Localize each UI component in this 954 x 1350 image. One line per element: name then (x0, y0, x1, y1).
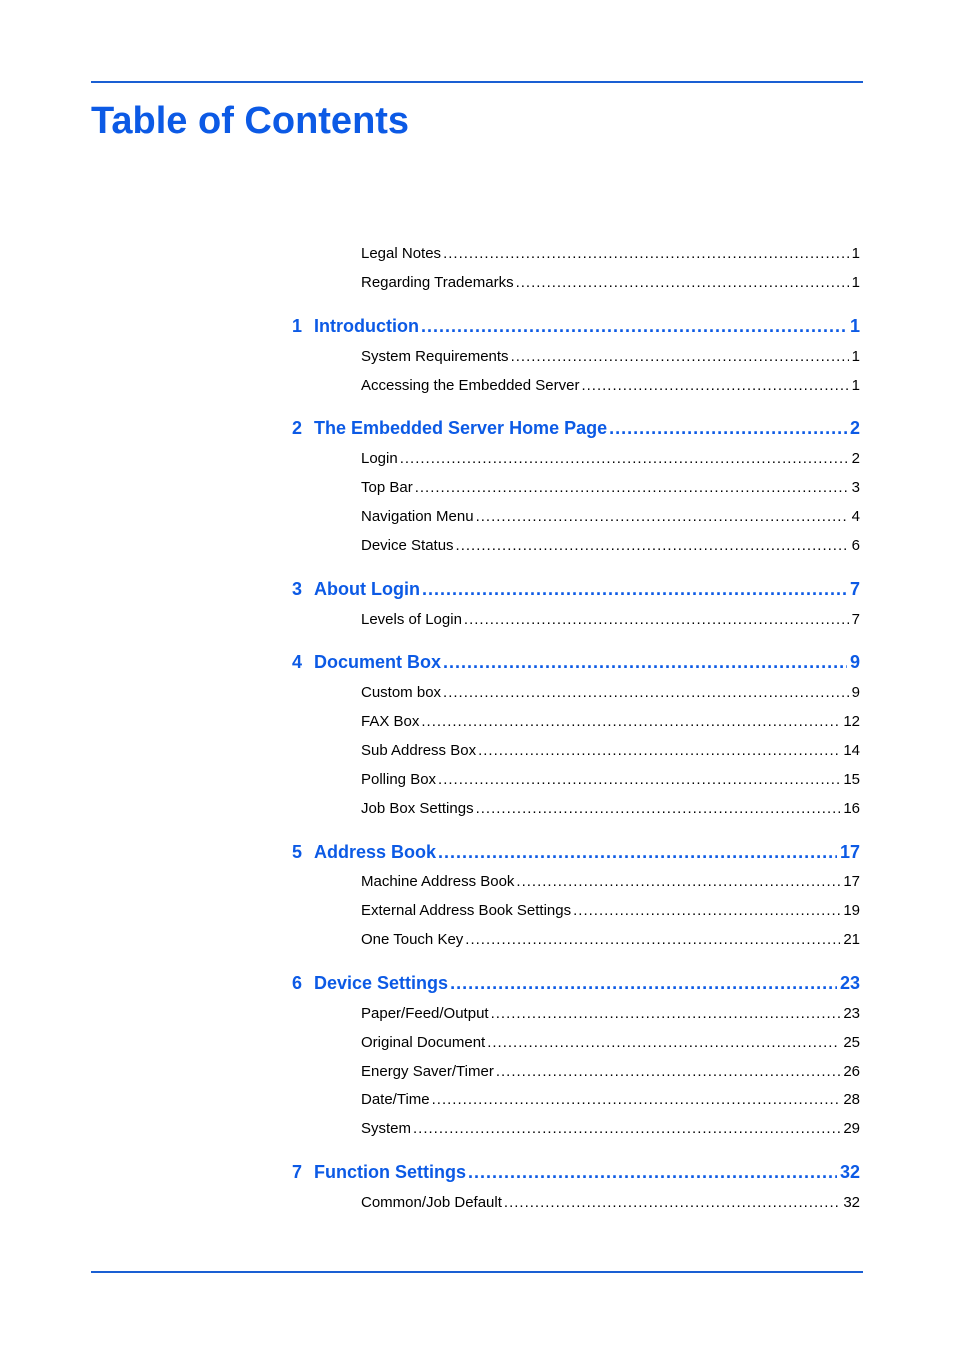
toc-entry[interactable] (361, 742, 860, 759)
toc-entry[interactable] (361, 902, 860, 919)
chapter-page: 1 (849, 316, 860, 336)
toc-entry-label: System Requirements (361, 348, 509, 365)
chapter-number: 7 (292, 1162, 303, 1182)
toc-entry-page: 1 (851, 245, 860, 262)
toc-entry[interactable] (361, 537, 860, 554)
toc-entry-label: Regarding Trademarks (361, 274, 514, 291)
toc-entry-label: Polling Box (361, 771, 437, 788)
toc-entry-legal-notes[interactable] (361, 245, 860, 262)
toc-entry-page: 29 (843, 1120, 860, 1137)
toc-entry[interactable] (361, 1120, 860, 1137)
toc-entry-label: Common/Job Default (361, 1194, 502, 1211)
chapter-number: 3 (292, 579, 303, 599)
toc-entry-label: Original Document (361, 1034, 486, 1051)
toc-entry[interactable] (361, 931, 860, 948)
toc-entry-page: 7 (851, 611, 860, 628)
toc-entry[interactable] (361, 873, 860, 890)
toc-entry-label: Levels of Login (361, 611, 462, 628)
toc-entry[interactable] (361, 1063, 860, 1080)
toc-entry-page: 3 (851, 479, 860, 496)
toc-entry-page: 32 (843, 1194, 860, 1211)
toc-entry-page: 16 (843, 800, 860, 817)
toc-entry-label: Job Box Settings (361, 800, 474, 817)
toc-entry-page: 9 (851, 684, 860, 701)
toc-entry-page: 25 (843, 1034, 860, 1051)
chapter-number: 4 (292, 652, 303, 672)
toc-entry-page: 1 (851, 377, 860, 394)
toc-entry-page: 26 (843, 1063, 860, 1080)
toc-entry-page: 6 (851, 537, 860, 554)
chapter-number: 2 (292, 418, 303, 438)
toc-entry[interactable] (361, 1034, 860, 1051)
toc-entry-page: 12 (843, 713, 860, 730)
toc-entry-page: 15 (843, 771, 860, 788)
chapter-page: 7 (849, 579, 860, 599)
toc-entry-page: 23 (843, 1005, 860, 1022)
toc-entry[interactable] (361, 800, 860, 817)
toc-entry-label: Top Bar (361, 479, 413, 496)
toc-entry-label: Login (361, 450, 398, 467)
toc-entry-label: Custom box (361, 684, 442, 701)
toc-entry[interactable] (361, 713, 860, 730)
toc-entry[interactable] (361, 450, 860, 467)
toc-entry-page: 17 (843, 873, 860, 890)
bottom-rule (91, 1271, 863, 1273)
toc-entry-label: Legal Notes (361, 245, 442, 262)
toc-entry[interactable] (361, 479, 860, 496)
toc-entry[interactable] (361, 684, 860, 701)
chapter-number: 5 (292, 842, 303, 862)
chapter-title: Function Settings (314, 1162, 466, 1182)
toc-entry[interactable] (361, 1091, 860, 1108)
top-rule (91, 81, 863, 83)
chapter-title: The Embedded Server Home Page (314, 418, 608, 438)
toc-entry[interactable] (361, 1194, 860, 1211)
toc-entry-page: 28 (843, 1091, 860, 1108)
toc-entry-page: 21 (843, 931, 860, 948)
toc-entry[interactable] (361, 377, 860, 394)
toc-entry-label: Accessing the Embedded Server (361, 377, 580, 394)
toc-entry-label: Energy Saver/Timer (361, 1063, 494, 1080)
chapter-title: Address Book (314, 842, 437, 862)
toc-entry[interactable] (361, 508, 860, 525)
chapter-page: 23 (839, 973, 860, 993)
toc-entry[interactable] (361, 771, 860, 788)
toc-entry-label: Device Status (361, 537, 454, 554)
page-title: Table of Contents (91, 100, 410, 142)
toc-entry-trademarks[interactable] (361, 274, 860, 291)
toc-entry-page: 14 (843, 742, 860, 759)
toc-chapter-1[interactable] (292, 316, 860, 337)
toc-entry-label: Machine Address Book (361, 873, 515, 890)
chapter-title: About Login (314, 579, 420, 599)
toc-chapter-4[interactable] (292, 652, 860, 673)
chapter-page: 17 (839, 842, 860, 862)
toc-entry-label: Paper/Feed/Output (361, 1005, 489, 1022)
chapter-number: 1 (292, 316, 303, 336)
chapter-title: Document Box (314, 652, 442, 672)
chapter-page: 32 (839, 1162, 860, 1182)
chapter-title: Device Settings (314, 973, 449, 993)
toc-entry-label: Date/Time (361, 1091, 430, 1108)
toc-entry-page: 4 (851, 508, 860, 525)
toc-chapter-3[interactable] (292, 579, 860, 600)
toc-entry[interactable] (361, 348, 860, 365)
toc-entry[interactable] (361, 611, 860, 628)
toc-entry-page: 19 (843, 902, 860, 919)
toc-chapter-5[interactable] (292, 842, 860, 863)
toc-entry-page: 1 (851, 274, 860, 291)
toc-entry-label: FAX Box (361, 713, 420, 730)
toc-entry-label: One Touch Key (361, 931, 464, 948)
toc-entry-label: External Address Book Settings (361, 902, 572, 919)
chapter-page: 2 (849, 418, 860, 438)
toc-chapter-6[interactable] (292, 973, 860, 994)
toc-entry[interactable] (361, 1005, 860, 1022)
chapter-page: 9 (849, 652, 860, 672)
chapter-title: Introduction (314, 316, 419, 336)
toc-chapter-2[interactable] (292, 418, 860, 439)
toc-entry-label: Navigation Menu (361, 508, 474, 525)
toc-entry-label: Sub Address Box (361, 742, 477, 759)
toc-chapter-7[interactable] (292, 1162, 860, 1183)
toc-entry-page: 2 (851, 450, 860, 467)
chapter-number: 6 (292, 973, 303, 993)
toc-entry-label: System (361, 1120, 412, 1137)
toc-entry-page: 1 (851, 348, 860, 365)
